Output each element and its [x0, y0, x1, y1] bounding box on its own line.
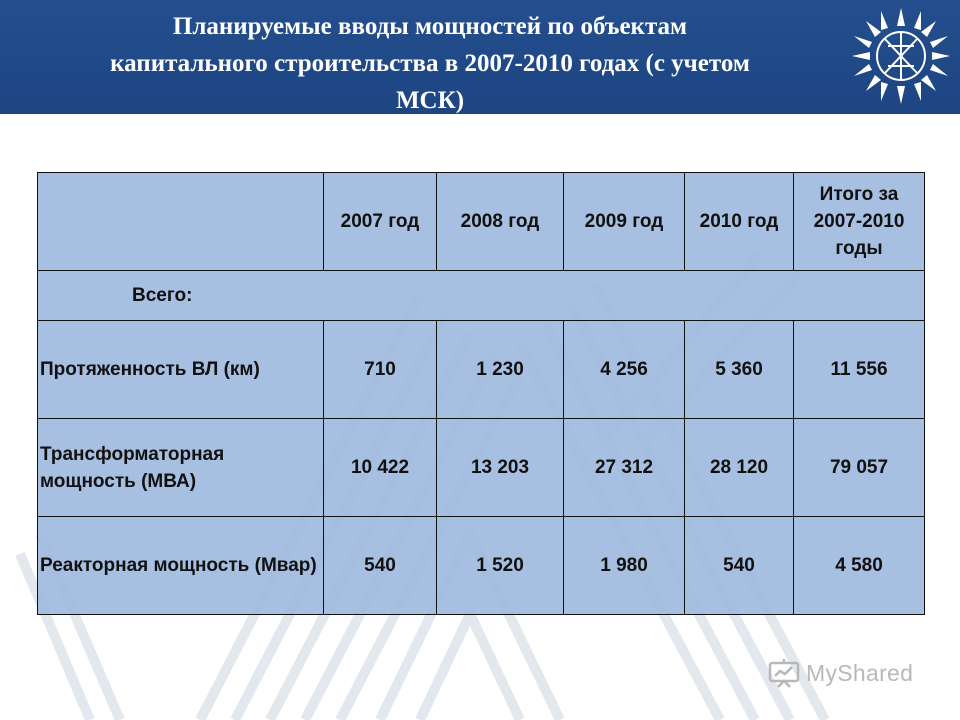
- col-header-2010: 2010 год: [685, 173, 794, 271]
- cell-value: 540: [324, 517, 437, 615]
- cell-value: 11 556: [794, 321, 925, 419]
- sun-grid-logo-icon: [848, 6, 954, 106]
- corner-cell: [38, 173, 324, 271]
- total-section-row: [38, 271, 925, 321]
- cell-value: 540: [685, 517, 794, 615]
- cell-value: 1 230: [437, 321, 564, 419]
- title-line-2: капитального строительства в 2007-2010 годах (с учетом: [110, 50, 750, 77]
- col-header-total: Итого за 2007-2010 годы: [794, 173, 925, 271]
- cell-value: 27 312: [564, 419, 685, 517]
- row-label-line-length: Протяженность ВЛ (км): [38, 321, 324, 419]
- row-label-transformer-capacity: Трансформаторная мощность (МВА): [38, 419, 324, 517]
- title-line-3: МСК): [395, 87, 465, 114]
- total-label: Всего:: [38, 271, 925, 321]
- capacity-table: [37, 172, 925, 615]
- cell-value: 28 120: [685, 419, 794, 517]
- cell-value: 13 203: [437, 419, 564, 517]
- cell-value: 4 580: [794, 517, 925, 615]
- header-row: [38, 173, 925, 271]
- watermark-text: MyShared: [806, 660, 914, 686]
- header-banner: [0, 0, 960, 114]
- col-header-2009: 2009 год: [564, 173, 685, 271]
- myshared-watermark: [766, 655, 936, 695]
- table-row: [38, 419, 925, 517]
- cell-value: 5 360: [685, 321, 794, 419]
- page-title: [40, 8, 820, 119]
- row-label-reactor-capacity: Реакторная мощность (Мвар): [38, 517, 324, 615]
- cell-value: 79 057: [794, 419, 925, 517]
- col-header-2008: 2008 год: [437, 173, 564, 271]
- cell-value: 4 256: [564, 321, 685, 419]
- presentation-board-icon: [766, 657, 802, 693]
- title-line-1: Планируемые вводы мощностей по объектам: [172, 13, 688, 40]
- cell-value: 710: [324, 321, 437, 419]
- cell-value: 10 422: [324, 419, 437, 517]
- cell-value: 1 520: [437, 517, 564, 615]
- cell-value: 1 980: [564, 517, 685, 615]
- table-row: [38, 517, 925, 615]
- col-header-2007: 2007 год: [324, 173, 437, 271]
- table-row: [38, 321, 925, 419]
